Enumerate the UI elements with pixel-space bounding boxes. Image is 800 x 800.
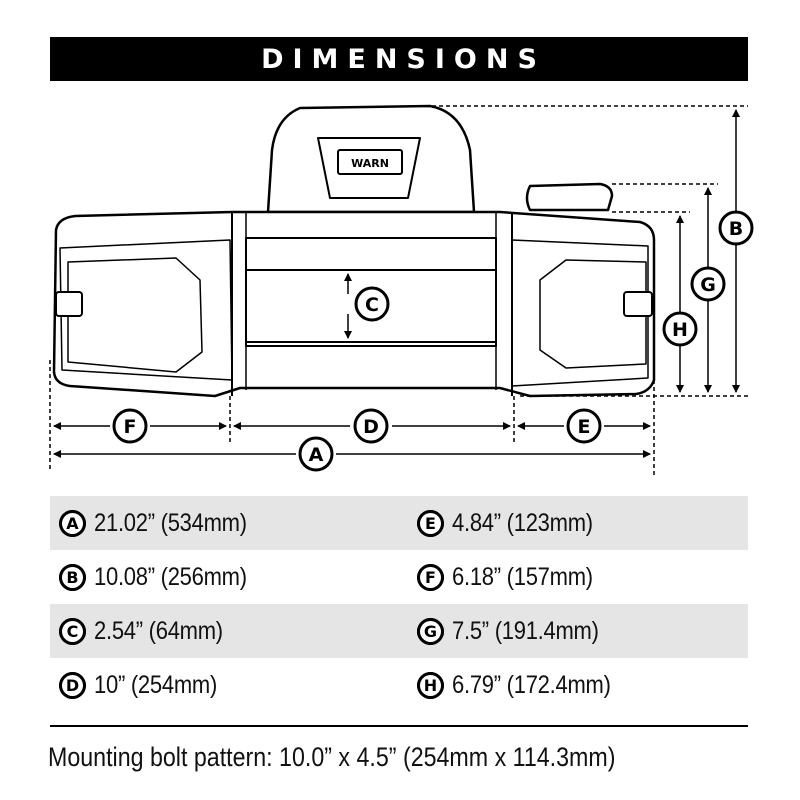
spec-item-c xyxy=(50,617,399,646)
svg-text:C: C xyxy=(365,294,379,316)
svg-text:B: B xyxy=(728,218,744,240)
letter-badge: H xyxy=(417,672,444,699)
logo-text: WARN xyxy=(351,157,389,170)
letter-badge: G xyxy=(417,618,444,645)
label-f xyxy=(114,410,146,442)
letter-badge: C xyxy=(59,618,86,645)
label-e xyxy=(568,410,600,442)
svg-text:H: H xyxy=(672,319,688,341)
label-a xyxy=(300,438,332,470)
letter-badge: F xyxy=(417,564,444,591)
spec-value: 6.18” (157mm) xyxy=(452,562,593,591)
label-c xyxy=(356,288,388,320)
label-h xyxy=(664,313,696,345)
spec-row xyxy=(50,550,748,604)
mounting-bolt-note: Mounting bolt pattern: 10.0” x 4.5” (254mm x 114.3mm) xyxy=(48,742,616,772)
svg-text:D: D xyxy=(363,416,379,438)
spec-row xyxy=(50,496,748,550)
letter-badge: A xyxy=(59,510,86,537)
spec-item-h xyxy=(399,671,748,700)
svg-text:F: F xyxy=(123,416,137,438)
spec-value: 2.54” (64mm) xyxy=(94,616,223,645)
label-g xyxy=(692,268,724,300)
spec-value: 10.08” (256mm) xyxy=(94,562,247,591)
spec-value: 7.5” (191.4mm) xyxy=(452,616,599,645)
page-title: DIMENSIONS xyxy=(261,43,546,75)
letter-badge: D xyxy=(59,672,86,699)
spec-table xyxy=(50,496,748,712)
spec-item-g xyxy=(399,617,748,646)
spec-item-a xyxy=(50,509,399,538)
spec-value: 6.79” (172.4mm) xyxy=(452,670,611,699)
letter-badge: B xyxy=(59,564,86,591)
winch-body xyxy=(54,106,654,396)
divider xyxy=(50,725,748,727)
clutch-handle xyxy=(527,184,612,210)
spec-row xyxy=(50,604,748,658)
spec-value: 10” (254mm) xyxy=(94,670,218,699)
svg-text:E: E xyxy=(577,416,591,438)
spec-value: 4.84” (123mm) xyxy=(452,508,593,537)
spec-item-b xyxy=(50,563,399,592)
label-d xyxy=(355,410,387,442)
label-b xyxy=(720,212,752,244)
spec-item-d xyxy=(50,671,399,700)
spec-item-e xyxy=(399,509,748,538)
spec-item-f xyxy=(399,563,748,592)
letter-badge: E xyxy=(417,510,444,537)
spec-row xyxy=(50,658,748,712)
svg-text:G: G xyxy=(700,274,716,296)
svg-text:A: A xyxy=(308,444,324,466)
spec-value: 21.02” (534mm) xyxy=(94,508,247,537)
